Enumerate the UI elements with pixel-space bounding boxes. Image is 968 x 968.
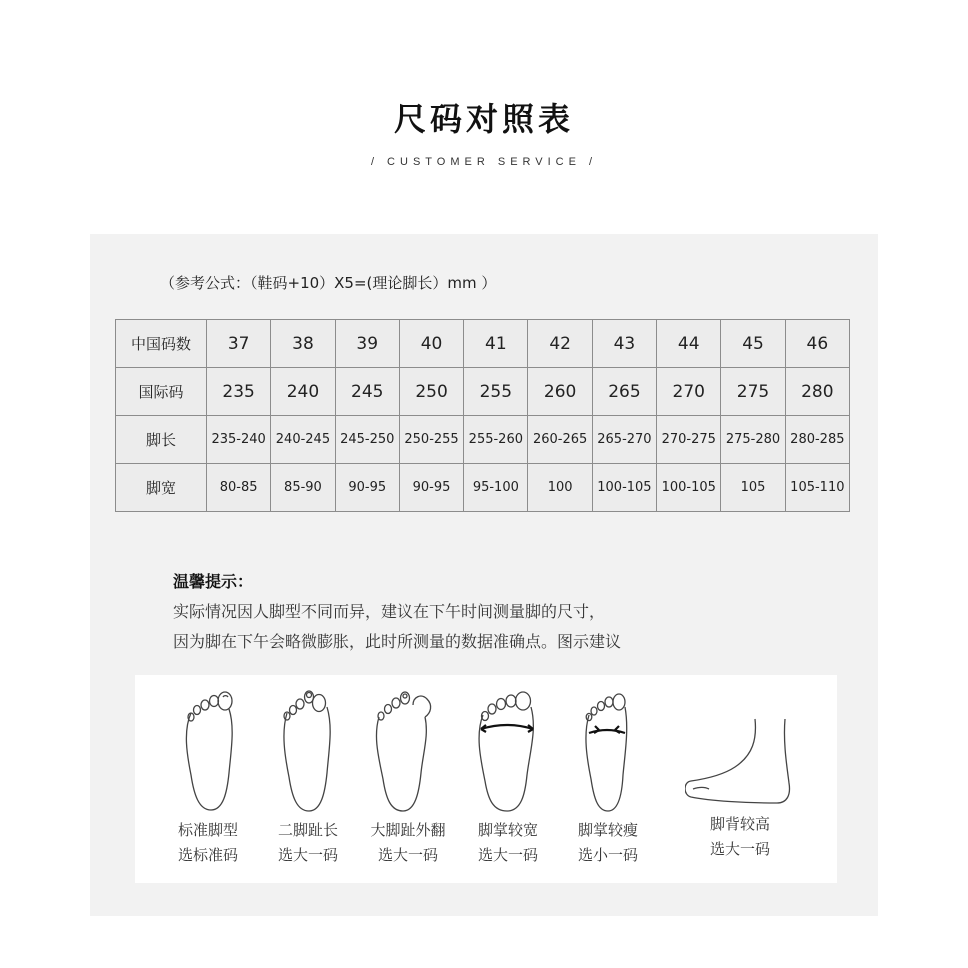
table-cell: 90-95 bbox=[335, 464, 399, 512]
foot-type-narrow bbox=[553, 675, 663, 883]
table-cell: 100 bbox=[528, 464, 592, 512]
table-cell: 235-240 bbox=[207, 416, 271, 464]
tips-line: 因为脚在下午会略微膨胀，此时所测量的数据准确点。图示建议 bbox=[173, 632, 622, 651]
table-row bbox=[116, 416, 850, 464]
table-cell: 260-265 bbox=[528, 416, 592, 464]
size-table bbox=[115, 319, 850, 512]
page-subtitle: / CUSTOMER SERVICE / bbox=[370, 156, 598, 168]
table-cell: 37 bbox=[207, 320, 271, 368]
table-cell: 265 bbox=[592, 368, 656, 416]
foot-type-caption: 选大一码 bbox=[377, 846, 438, 864]
foot-type-bunion bbox=[353, 675, 463, 883]
tips-title: 温馨提示： bbox=[173, 572, 254, 591]
foot-type-caption: 选大一码 bbox=[277, 846, 338, 864]
table-cell: 260 bbox=[528, 368, 592, 416]
size-formula: （参考公式：（鞋码+10）X5=(理论脚长）mm ） bbox=[160, 274, 497, 292]
foot-type-long-second-toe bbox=[253, 675, 363, 883]
table-cell: 245 bbox=[335, 368, 399, 416]
table-cell: 105-110 bbox=[785, 464, 849, 512]
row-header: 国际码 bbox=[116, 368, 207, 416]
table-cell: 90-95 bbox=[399, 464, 463, 512]
foot-type-caption: 脚掌较宽 bbox=[477, 821, 538, 839]
tips-line: 实际情况因人脚型不同而异，建议在下午时间测量脚的尺寸， bbox=[173, 602, 606, 621]
foot-type-caption: 脚背较高 bbox=[709, 815, 770, 833]
table-cell: 44 bbox=[657, 320, 721, 368]
foot-type-caption: 二脚趾长 bbox=[277, 821, 338, 839]
table-cell: 100-105 bbox=[657, 464, 721, 512]
wide-foot-icon bbox=[453, 683, 563, 815]
foot-type-panel bbox=[135, 675, 837, 883]
table-cell: 240-245 bbox=[271, 416, 335, 464]
table-cell: 100-105 bbox=[592, 464, 656, 512]
foot-type-caption: 大脚趾外翻 bbox=[370, 821, 446, 839]
row-header: 脚宽 bbox=[116, 464, 207, 512]
table-cell: 280 bbox=[785, 368, 849, 416]
table-cell: 40 bbox=[399, 320, 463, 368]
page-title: 尺码对照表 bbox=[393, 100, 574, 138]
table-cell: 105 bbox=[721, 464, 785, 512]
foot-type-standard bbox=[153, 675, 263, 883]
narrow-foot-icon bbox=[553, 683, 663, 815]
table-cell: 235 bbox=[207, 368, 271, 416]
table-cell: 250 bbox=[399, 368, 463, 416]
row-header: 中国码数 bbox=[116, 320, 207, 368]
table-row bbox=[116, 368, 850, 416]
foot-type-caption: 标准脚型 bbox=[177, 821, 238, 839]
foot-type-caption: 选大一码 bbox=[477, 846, 538, 864]
row-header: 脚长 bbox=[116, 416, 207, 464]
bunion-foot-icon bbox=[353, 683, 463, 815]
table-cell: 45 bbox=[721, 320, 785, 368]
high-instep-foot-icon bbox=[685, 683, 805, 815]
table-cell: 250-255 bbox=[399, 416, 463, 464]
foot-type-caption: 选小一码 bbox=[577, 846, 638, 864]
table-cell: 270-275 bbox=[657, 416, 721, 464]
foot-type-caption: 脚掌较瘦 bbox=[577, 821, 638, 839]
table-cell: 275 bbox=[721, 368, 785, 416]
table-cell: 280-285 bbox=[785, 416, 849, 464]
foot-type-high-instep bbox=[685, 675, 795, 883]
table-cell: 80-85 bbox=[207, 464, 271, 512]
foot-type-wide bbox=[453, 675, 563, 883]
table-cell: 85-90 bbox=[271, 464, 335, 512]
table-cell: 240 bbox=[271, 368, 335, 416]
table-cell: 255 bbox=[464, 368, 528, 416]
table-cell: 245-250 bbox=[335, 416, 399, 464]
foot-type-caption: 选标准码 bbox=[177, 846, 238, 864]
tips-section bbox=[173, 567, 621, 657]
table-row bbox=[116, 464, 850, 512]
table-cell: 46 bbox=[785, 320, 849, 368]
table-row bbox=[116, 320, 850, 368]
table-cell: 255-260 bbox=[464, 416, 528, 464]
standard-foot-icon bbox=[153, 683, 263, 815]
table-cell: 38 bbox=[271, 320, 335, 368]
table-cell: 42 bbox=[528, 320, 592, 368]
table-cell: 43 bbox=[592, 320, 656, 368]
table-cell: 270 bbox=[657, 368, 721, 416]
table-cell: 41 bbox=[464, 320, 528, 368]
table-cell: 39 bbox=[335, 320, 399, 368]
foot-type-caption: 选大一码 bbox=[709, 840, 770, 858]
table-cell: 275-280 bbox=[721, 416, 785, 464]
table-cell: 265-270 bbox=[592, 416, 656, 464]
long-second-toe-foot-icon bbox=[253, 683, 363, 815]
table-cell: 95-100 bbox=[464, 464, 528, 512]
